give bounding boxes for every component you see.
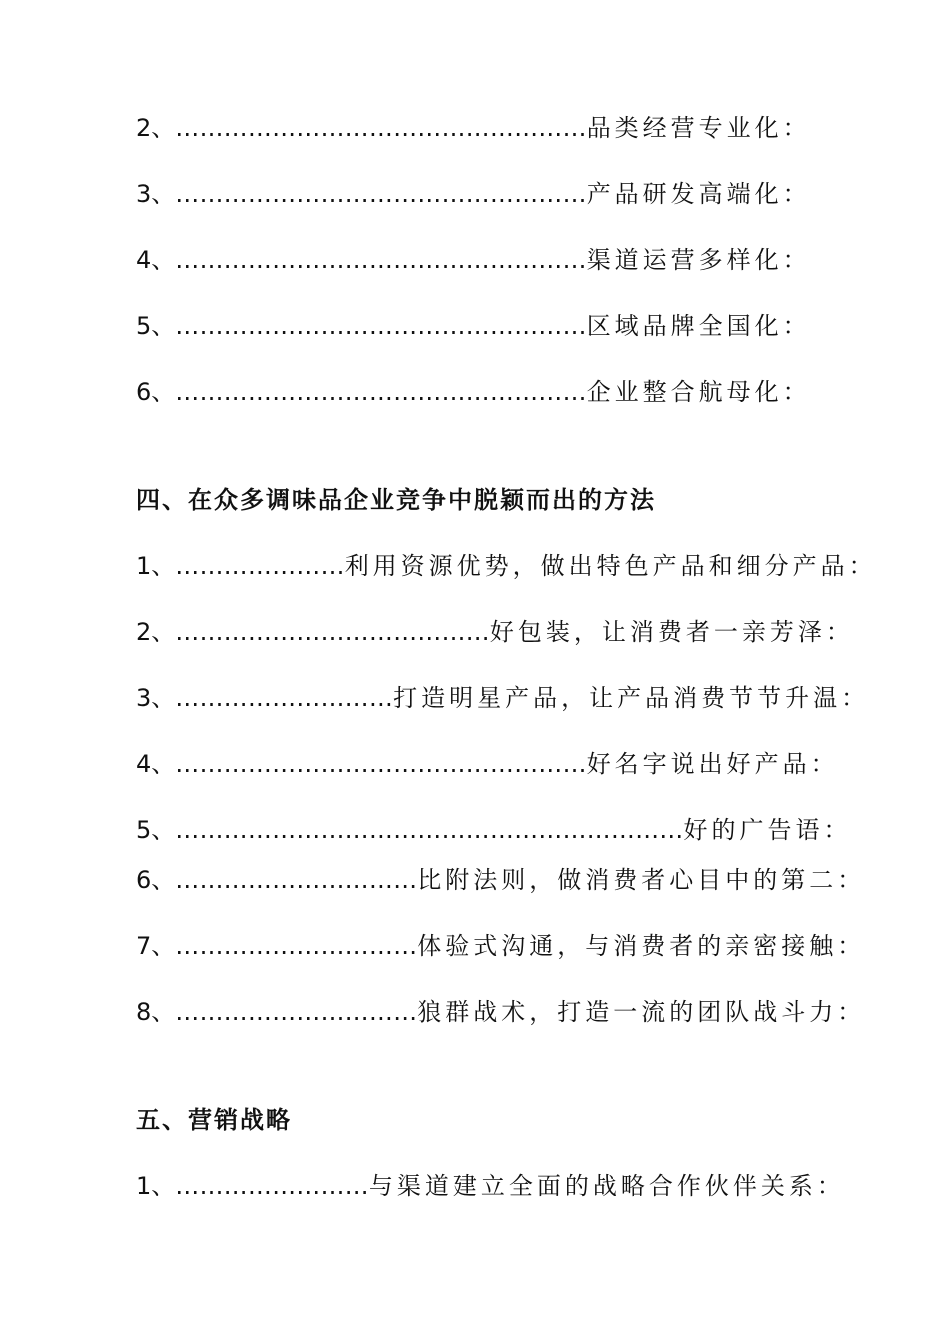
list-item (136, 372, 811, 412)
item-number: 4、 (136, 750, 176, 778)
item-number: 4、 (136, 246, 176, 274)
item-text: 品类经营专业化： (586, 114, 811, 142)
leader-dots: …………………………………………… (175, 114, 587, 142)
leader-dots: ………………………………… (175, 618, 490, 646)
list-item (136, 926, 865, 966)
list-item (136, 612, 854, 652)
item-text: 渠道运营多样化： (586, 246, 811, 274)
item-number: 3、 (136, 180, 176, 208)
section-heading: 四、在众多调味品企业竞争中脱颖而出的方法 (136, 486, 656, 514)
leader-dots: …………………………………………… (175, 750, 587, 778)
item-number: 5、 (136, 312, 176, 340)
item-number: 3、 (136, 684, 176, 712)
item-number: 7、 (136, 932, 176, 960)
item-text: 好的广告语： (683, 816, 852, 844)
leader-dots: …………………… (175, 1172, 369, 1200)
list-item (136, 1166, 845, 1206)
list-item (136, 108, 811, 148)
list-item (136, 860, 865, 900)
item-text: 区域品牌全国化： (586, 312, 811, 340)
item-text: 狼群战术，打造一流的团队战斗力： (417, 998, 866, 1026)
item-text: 打造明星产品，让产品消费节节升温： (393, 684, 870, 712)
list-item (136, 240, 811, 280)
list-item (136, 744, 839, 784)
list-item (136, 810, 851, 850)
leader-dots: ………………………… (175, 932, 418, 960)
item-number: 6、 (136, 866, 176, 894)
leader-dots: ………………………… (175, 998, 418, 1026)
leader-dots: ………………………… (175, 866, 418, 894)
leader-dots: ………………… (175, 552, 345, 580)
list-item (136, 306, 811, 346)
list-item (136, 678, 869, 718)
item-text: 企业整合航母化： (586, 378, 811, 406)
item-number: 2、 (136, 618, 176, 646)
leader-dots: …………………………………………… (175, 180, 587, 208)
item-number: 6、 (136, 378, 176, 406)
item-number: 1、 (136, 552, 176, 580)
leader-dots: …………………………………………… (175, 378, 587, 406)
item-number: 1、 (136, 1172, 176, 1200)
leader-dots: ……………………… (175, 684, 394, 712)
leader-dots: ……………………………………………………… (175, 816, 684, 844)
item-text: 好包装，让消费者一亲芳泽： (489, 618, 854, 646)
leader-dots: …………………………………………… (175, 246, 587, 274)
list-item (136, 174, 811, 214)
item-number: 2、 (136, 114, 176, 142)
item-text: 体验式沟通，与消费者的亲密接触： (417, 932, 866, 960)
list-item (136, 992, 865, 1032)
leader-dots: …………………………………………… (175, 312, 587, 340)
item-text: 比附法则，做消费者心目中的第二： (417, 866, 866, 894)
item-text: 产品研发高端化： (586, 180, 811, 208)
item-number: 5、 (136, 816, 176, 844)
list-item (136, 546, 877, 586)
item-text: 与渠道建立全面的战略合作伙伴关系： (368, 1172, 845, 1200)
item-text: 好名字说出好产品： (586, 750, 839, 778)
section-heading: 五、营销战略 (136, 1106, 292, 1134)
item-number: 8、 (136, 998, 176, 1026)
item-text: 利用资源优势，做出特色产品和细分产品： (344, 552, 877, 580)
